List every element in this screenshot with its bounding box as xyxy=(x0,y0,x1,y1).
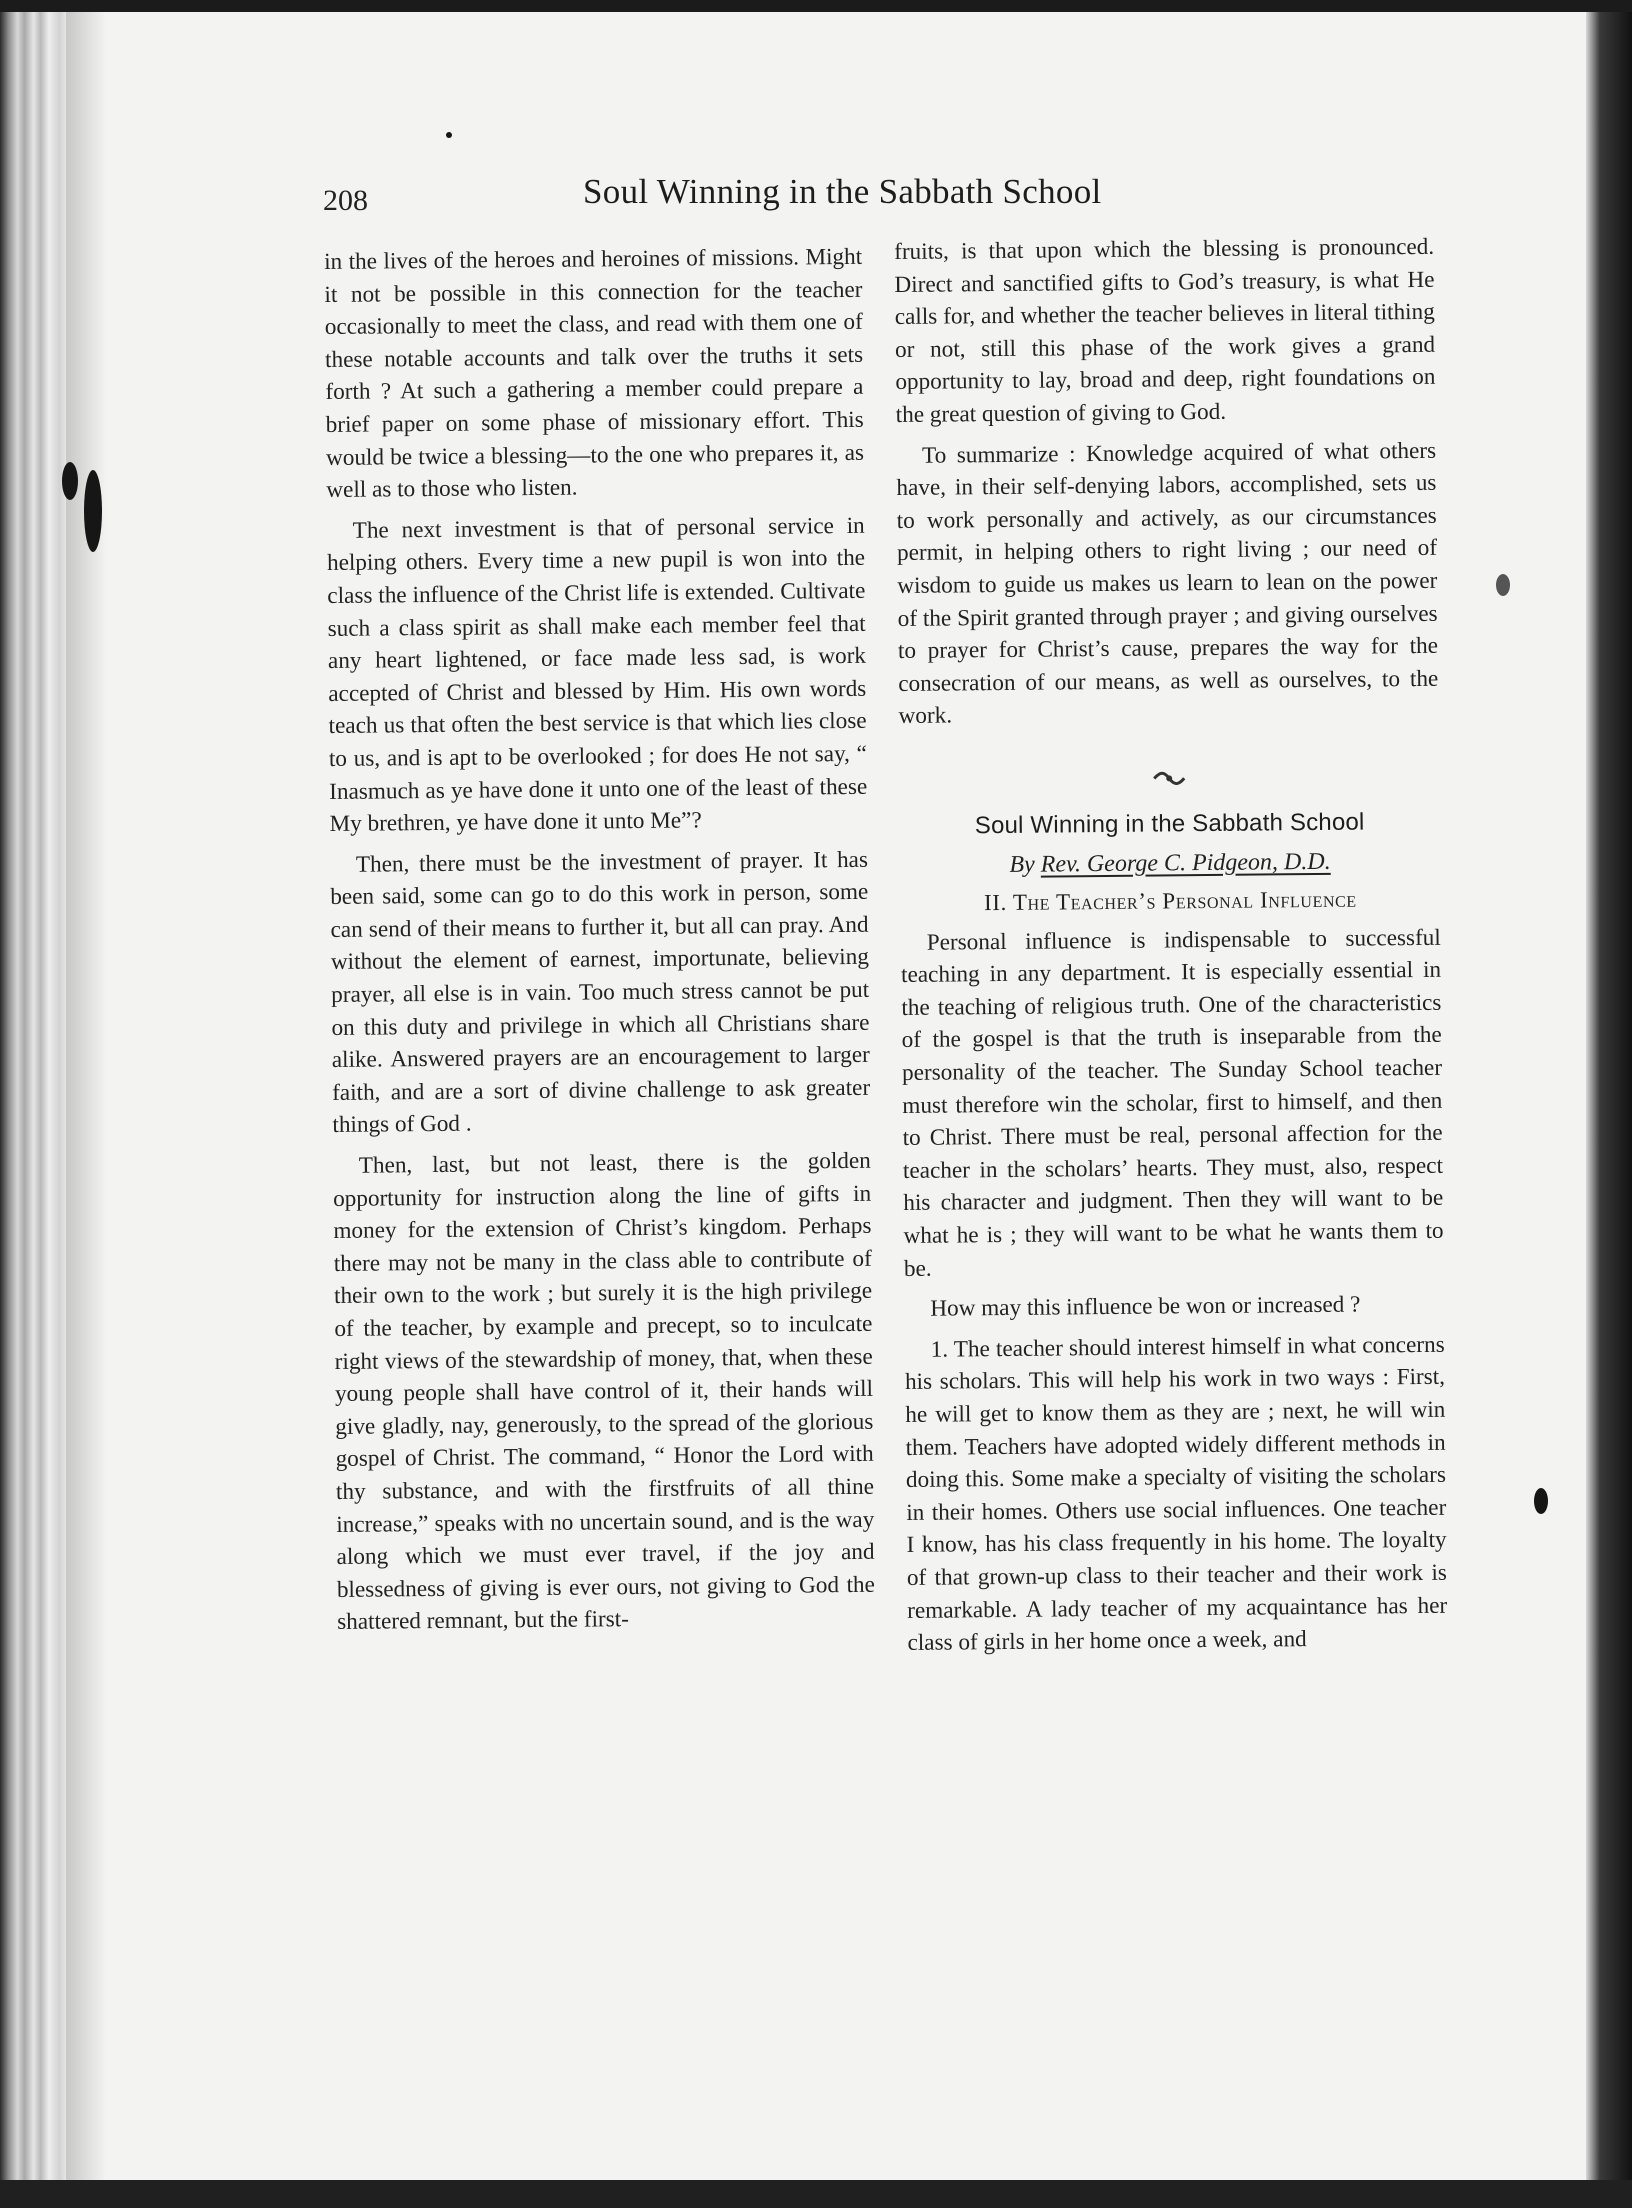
ink-spot xyxy=(446,132,452,138)
ornament-icon xyxy=(899,762,1439,793)
paragraph: Then, last, but not least, there is the golden opportunity for instruction along the line of gifts in money for the extension of Christ’s kingdom. Perhaps there may not be many in the class able to contribute of their own to the work ; but surely it is the high privilege of the teacher, by example and precept, so to inculcate right views of the stewardship of money, that, when these young people shall have control of it, their hands will give gladly, nay, generously, to the spread of the glorious gospel of Christ. The command, “ Honor the Lord with thy substance, and with the firstfruits of all thine increase,” speaks with no uncertain sound, and is the way along which we must ever travel, if the joy and blessedness of giving is ever ours, not giving to God the shattered remnant, but the first- xyxy=(333,1147,875,1636)
page-edges xyxy=(0,12,70,2208)
binding-mark xyxy=(62,462,78,500)
page-number: 208 xyxy=(323,184,368,217)
paragraph: 1. The teacher should interest himself in what concerns his scholars. This will help his work in two ways : First, he will get to know them as they are ; next, he will win them. Teachers have adopted widely different methods in doing this. Some make a specialty of visiting the scholars in their homes. Others use social influences. One teacher I know, has his class frequently in his home. The loyalty of that grown-up class to their teacher and their work is remarkable. A lady teacher of my acquaintance has her class of girls in her home once a week, and xyxy=(904,1331,1448,1657)
paragraph: How may this influence be won or increased ? xyxy=(930,1291,1361,1322)
byline xyxy=(900,844,1440,882)
paragraph: Personal influence is indispensable to successful teaching in any department. It is especially essential in the teaching of religious truth. One of the characteristics of the gospel is that the truth is inseparable from the personality of the teacher. The Sunday School teacher must therefore win the scholar, first to himself, and then to Christ. There must be real, personal affection for the teacher in the scholars’ hearts. They must, also, respect his character and judgment. Then they will want to be what he is ; they will want to be what he wants them to be. xyxy=(900,924,1444,1282)
article-title: Soul Winning in the Sabbath School xyxy=(974,808,1365,840)
section-heading: II. The Teacher’s Personal Influence xyxy=(983,886,1357,916)
running-title: Soul Winning in the Sabbath School xyxy=(583,172,1102,211)
binding-mark xyxy=(84,470,102,552)
byline-prefix: By xyxy=(1009,851,1035,878)
paragraph: The next investment is that of personal service in helping others. Every time a new pupil is won into the class the influence of the Christ life is extended. Cultivate such a class spirit as shall make each member feel that any heart lightened, or face made less sad, is work accepted of Christ and blessed by Him. His own words teach us that often the best service is that which lies close to us, and is apt to be overlooked ; for does He not say, “ Inasmuch as ye have done it unto one of the least of these My brethren, ye have done it unto Me”? xyxy=(326,512,868,838)
left-column xyxy=(324,241,875,1639)
paragraph: in the lives of the heroes and heroines of missions. Might it not be possible in this connection for the teacher occasionally to meet the class, and read with them one of these notable accounts and talk over the truths it sets forth ? At such a gathering a member could prepare a brief paper on some phase of missionary effort. This would be twice a blessing—to the one who prepares it, as well as to those who listen. xyxy=(324,243,865,504)
ink-spot xyxy=(1496,574,1510,596)
paragraph: Then, there must be the investment of prayer. It has been said, some can go to do this work in person, some can send of their means to further it, but all can pray. And without the element of earnest, importunate, believing prayer, all else is in vain. Too much stress cannot be put on this duty and privilege in which all Christians share alike. Answered prayers are an encouragement to larger faith, and are a sort of divine challenge to ask greater things of God . xyxy=(330,846,871,1139)
gutter-shadow xyxy=(66,12,106,2208)
byline-author: Rev. George C. Pidgeon, D.D. xyxy=(1040,848,1331,878)
bottom-margin-dark xyxy=(0,2180,1632,2208)
right-column xyxy=(894,231,1448,1660)
paragraph: fruits, is that upon which the blessing is pronounced. Direct and sanctified gifts to God’s treasury, is what He calls for, and whether the teacher believes in literal tithing or not, still this phase of the work gives a grand opportunity to lay, broad and deep, right foundations on the great question of giving to God. xyxy=(894,233,1436,428)
right-page-edge xyxy=(1586,12,1632,2208)
ink-spot xyxy=(1534,1488,1548,1514)
paragraph: To summarize : Knowledge acquired of what others have, in their self-denying labors, accomplished, sets us to work personally and actively, as our circumstances permit, in helping others to right living ; our need of wisdom to guide us makes us learn to lean on the power of the Spirit granted through prayer ; and giving ourselves to prayer for Christ’s cause, prepares the way for the consecration of our means, as well as ourselves, to the work. xyxy=(896,437,1439,730)
